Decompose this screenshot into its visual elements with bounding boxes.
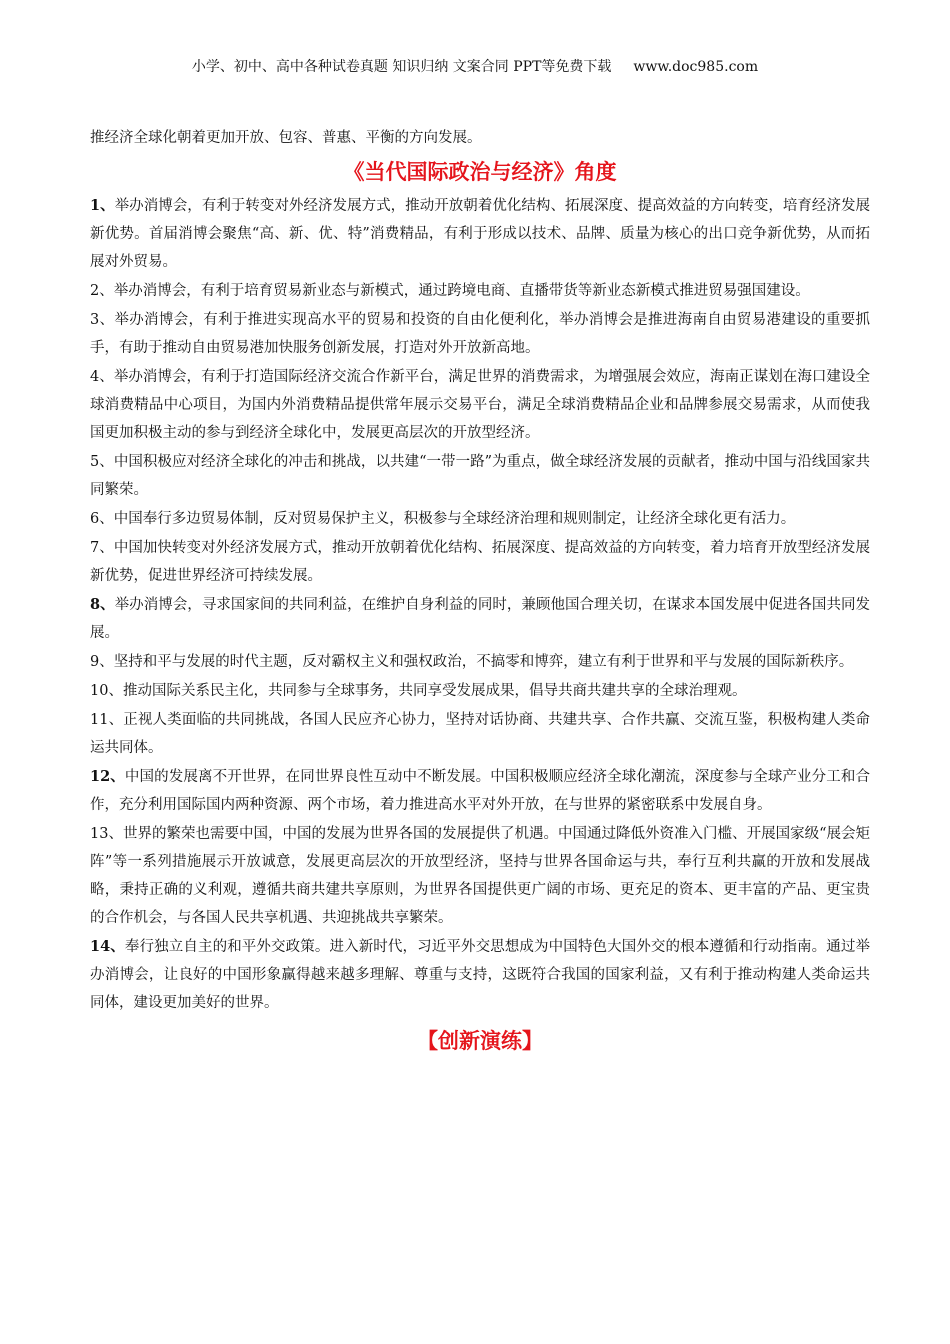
item-number: 10、 [90, 683, 123, 699]
list-item [90, 277, 870, 305]
item-number: 13、 [90, 826, 123, 842]
item-number: 7、 [90, 540, 114, 556]
item-text: 正视人类面临的共同挑战，各国人民应齐心协力，坚持对话协商、共建共享、合作共赢、交流互鉴，积极构建人类命运共同体。 [90, 712, 871, 756]
page-header [0, 57, 950, 77]
item-text: 中国奉行多边贸易体制，反对贸易保护主义，积极参与全球经济治理和规则制定，让经济全球化更有活力。 [113, 511, 796, 527]
item-text: 举办消博会，有利于转变对外经济发展方式，推动开放朝着优化结构、拓展深度、提高效益的方向转变，培育经济发展新优势。首届消博会聚焦“高、新、优、特”消费精品，有利于形成以技术、品牌、质量为核心的出口竞争新优势，从而拓展对外贸易。 [90, 198, 871, 270]
item-text: 举办消博会，有利于打造国际经济交流合作新平台，满足世界的消费需求，为增强展会效应，海南正谋划在海口建设全球消费精品中心项目，为国内外消费精品提供常年展示交易平台，满足全球消费精品企业和品牌参展交易需求，从而使我国更加积极主动的参与到经济全球化中，发展更高层次的开放型经济。 [90, 369, 870, 441]
item-number: 12、 [90, 768, 125, 785]
list-item [90, 505, 870, 533]
intro-line: 推经济全球化朝着更加开放、包容、普惠、平衡的方向发展。 [90, 130, 482, 146]
item-number: 9、 [90, 654, 114, 670]
item-text: 坚持和平与发展的时代主题，反对霸权主义和强权政治，不搞零和博弈，建立有利于世界和平与发展的国际新秩序。 [113, 654, 854, 670]
list-item [90, 363, 870, 447]
list-item [90, 448, 870, 504]
item-list [90, 192, 870, 1017]
item-text: 举办消博会，有利于培育贸易新业态与新模式，通过跨境电商、直播带货等新业态新模式推进贸易强国建设。 [113, 283, 810, 299]
list-item [90, 648, 870, 676]
header-site-link[interactable]: www.doc985.com [633, 59, 759, 75]
item-number: 1、 [90, 197, 115, 214]
list-item [90, 534, 870, 590]
item-number: 8、 [90, 596, 115, 613]
item-text: 中国积极应对经济全球化的冲击和挑战，以共建“一带一路”为重点，做全球经济发展的贡献者，推动中国与沿线国家共同繁荣。 [90, 454, 870, 498]
item-text: 世界的繁荣也需要中国，中国的发展为世界各国的发展提供了机遇。中国通过降低外资准入门槛、开展国家级“展会矩阵”等一系列措施展示开放诚意，发展更高层次的开放型经济，坚持与世界各国命运与共，奉行互利共赢的开放和发展战略，秉持正确的义利观，遵循共商共建共享原则，为世界各国提供更广阔的市场、更充足的资本、更丰富的产品、更宝贵的合作机会，与各国人民共享机遇、共迎挑战共享繁荣。 [90, 826, 870, 926]
list-item [90, 933, 870, 1017]
list-item [90, 591, 870, 647]
list-item [90, 706, 870, 762]
list-item [90, 763, 870, 819]
list-item [90, 306, 870, 362]
item-text: 举办消博会，有利于推进实现高水平的贸易和投资的自由化便利化，举办消博会是推进海南自由贸易港建设的重要抓手，有助于推动自由贸易港加快服务创新发展，打造对外开放新高地。 [90, 312, 870, 356]
header-text: 小学、初中、高中各种试卷真题 知识归纳 文案合同 PPT等免费下载 [191, 59, 612, 75]
item-number: 11、 [90, 712, 124, 728]
list-item [90, 820, 870, 932]
item-number: 6、 [90, 511, 114, 527]
practice-title: 【创新演练】 [417, 1028, 543, 1053]
item-number: 3、 [90, 312, 115, 328]
item-number: 14、 [90, 938, 125, 955]
item-text: 中国的发展离不开世界，在同世界良性互动中不断发展。中国积极顺应经济全球化潮流，深度参与全球产业分工和合作，充分利用国际国内两种资源、两个市场，着力推进高水平对外开放，在与世界的紧密联系中发展自身。 [90, 769, 870, 813]
section-title: 《当代国际政治与经济》角度 [343, 159, 617, 184]
item-text: 举办消博会，寻求国家间的共同利益，在维护自身利益的同时，兼顾他国合理关切，在谋求本国发展中促进各国共同发展。 [90, 597, 871, 641]
list-item [90, 677, 870, 705]
item-number: 2、 [90, 283, 114, 299]
item-text: 奉行独立自主的和平外交政策。进入新时代，习近平外交思想成为中国特色大国外交的根本遵循和行动指南。通过举办消博会，让良好的中国形象赢得越来越多理解、尊重与支持，这既符合我国的国家利益，又有利于推动构建人类命运共同体，建设更加美好的世界。 [90, 939, 870, 1011]
item-text: 推动国际关系民主化，共同参与全球事务，共同享受发展成果，倡导共商共建共享的全球治理观。 [122, 683, 747, 699]
document-body [90, 124, 870, 1059]
item-number: 4、 [90, 369, 114, 385]
item-number: 5、 [90, 454, 114, 470]
item-text: 中国加快转变对外经济发展方式，推动开放朝着优化结构、拓展深度、提高效益的方向转变，着力培育开放型经济发展新优势，促进世界经济可持续发展。 [90, 540, 870, 584]
list-item [90, 192, 870, 276]
